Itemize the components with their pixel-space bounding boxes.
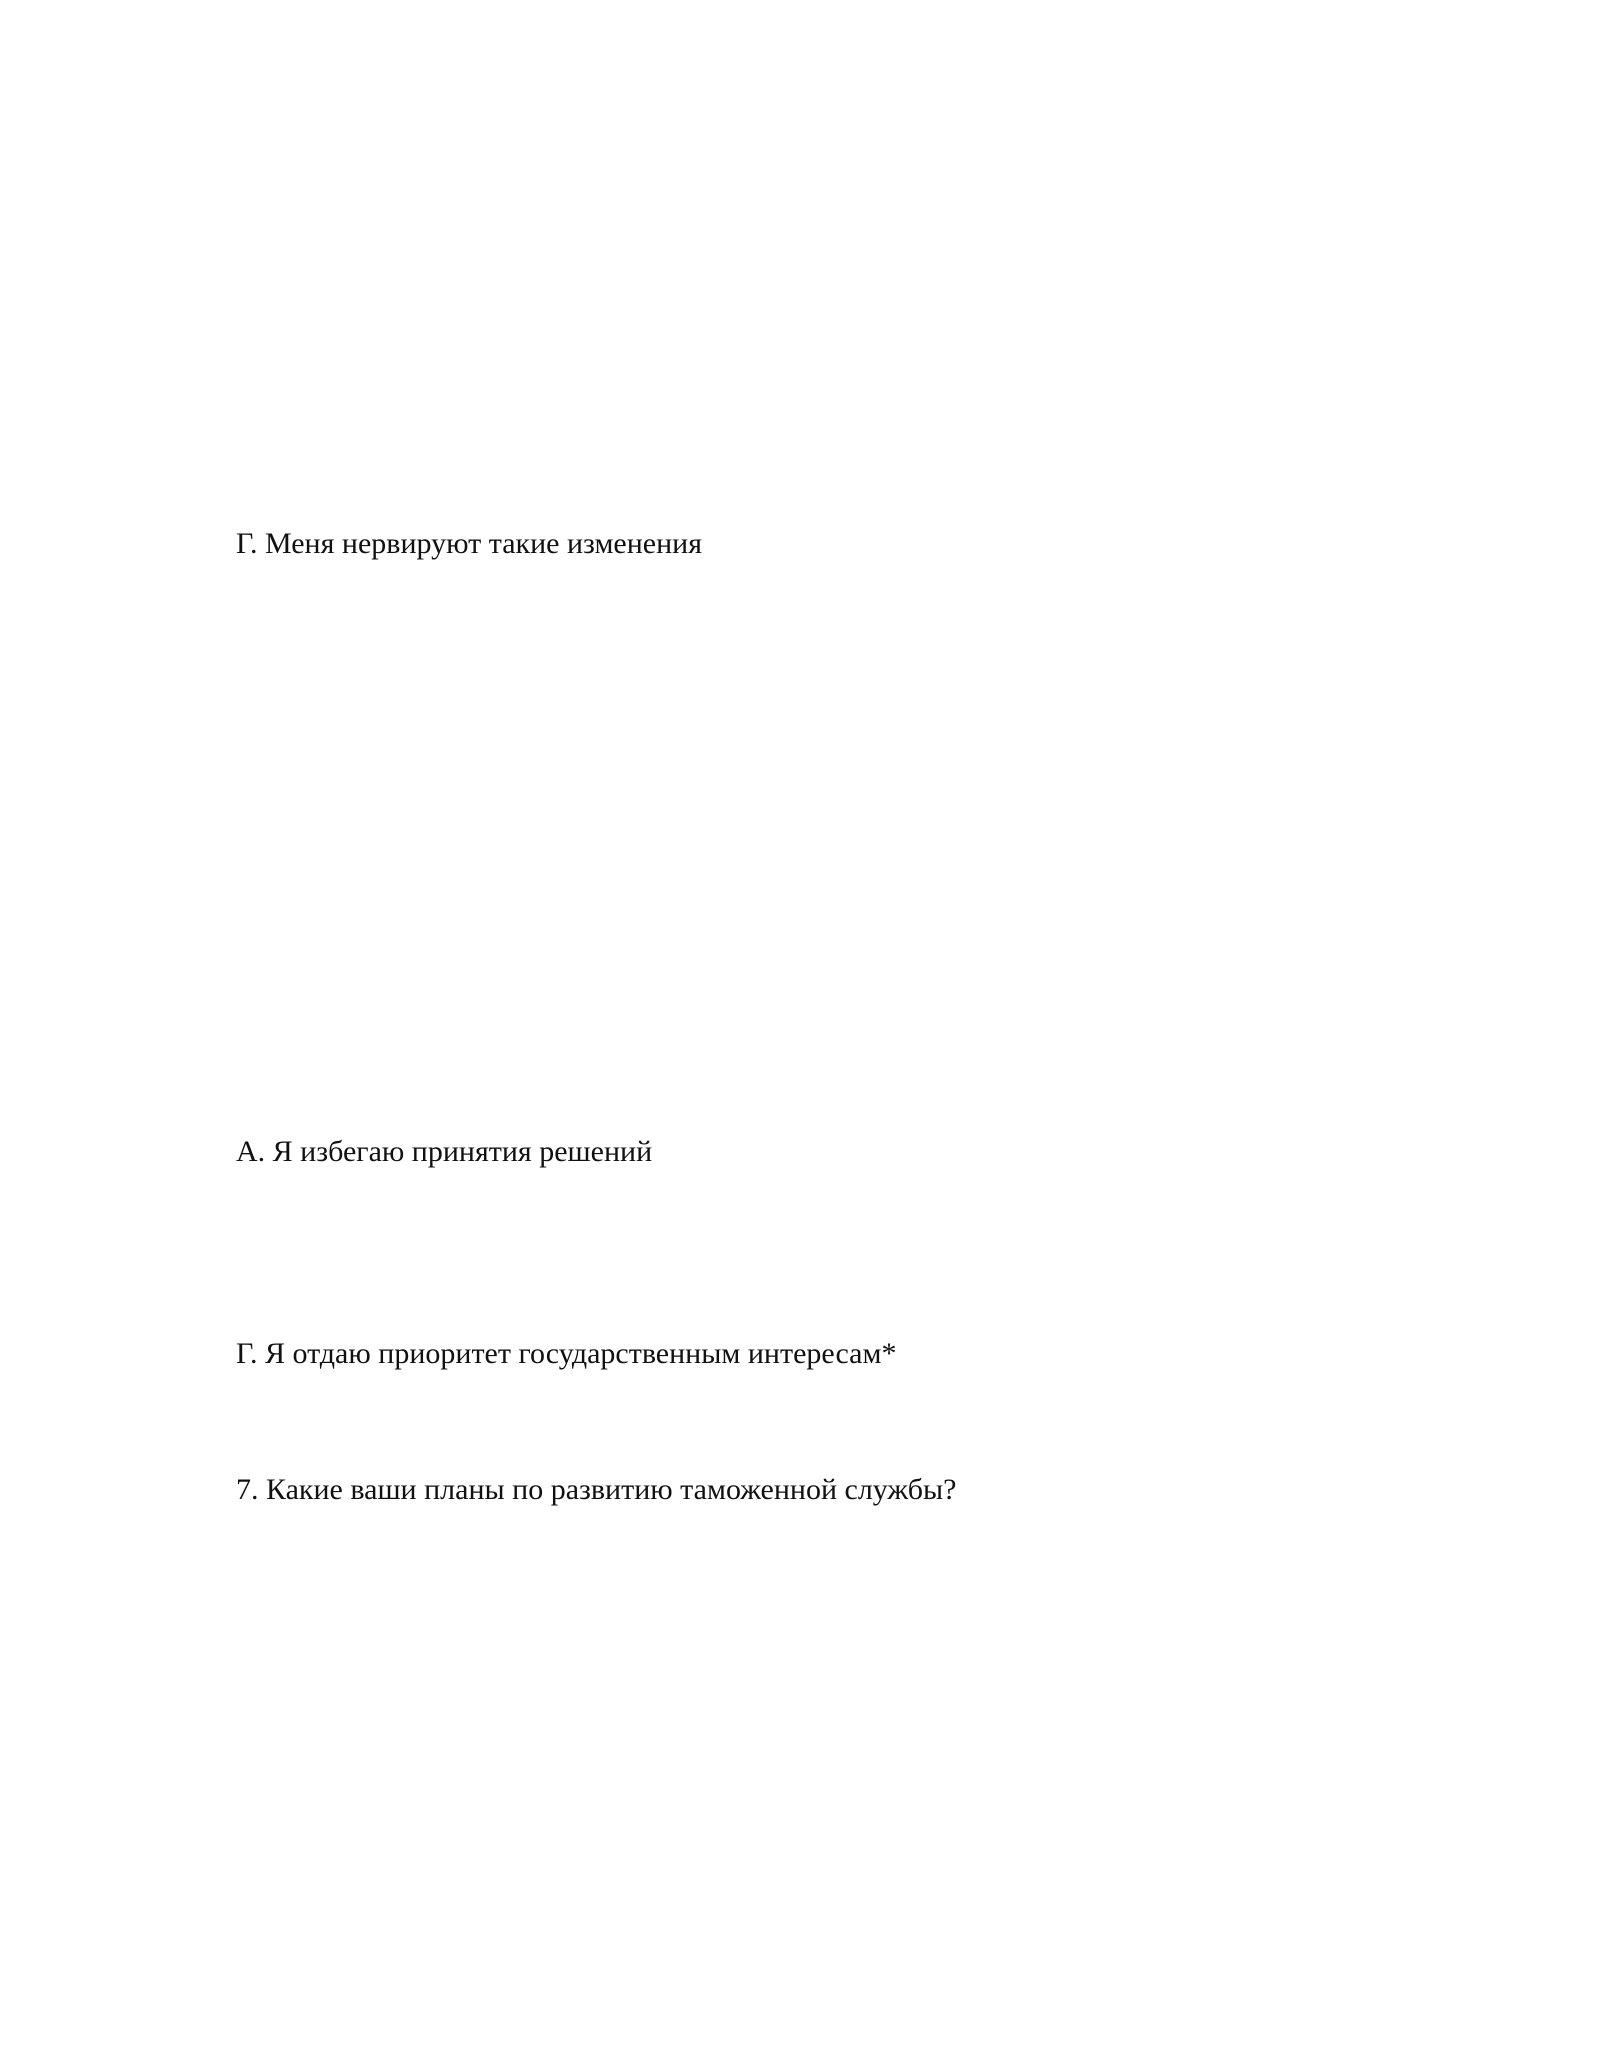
- answer-option-g-state-interests: Г. Я отдаю приоритет государственным интересам*: [236, 1337, 897, 1370]
- answer-option-g-changes: Г. Меня нервируют такие изменения: [236, 527, 703, 560]
- question-7: 7. Какие ваши планы по развитию таможенной службы?: [236, 1473, 957, 1506]
- answer-option-a-decisions: А. Я избегаю принятия решений: [236, 1135, 653, 1168]
